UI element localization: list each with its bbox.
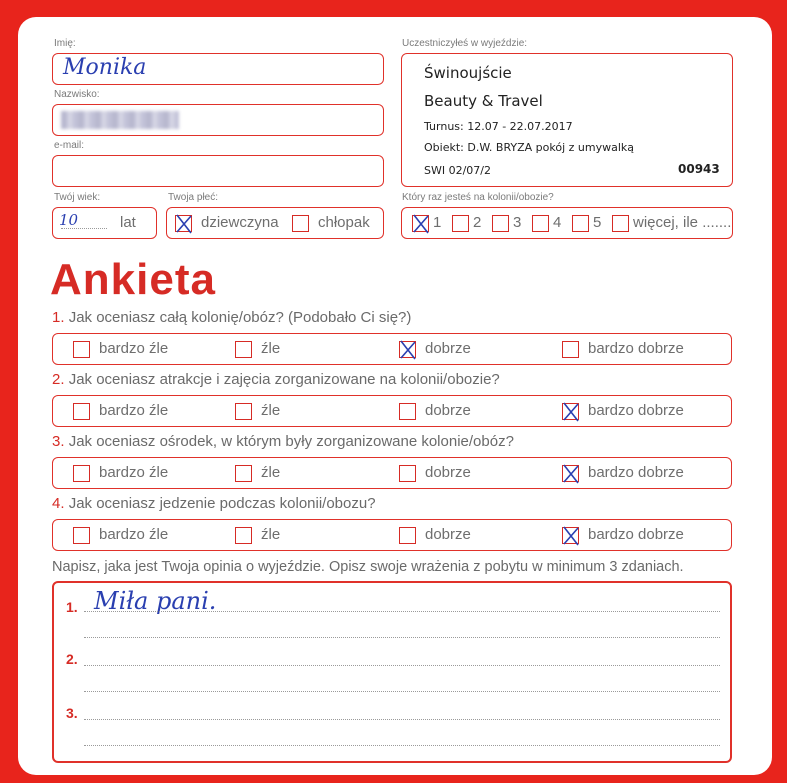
question-number: 2. (52, 371, 65, 388)
times-more-checkbox[interactable] (612, 215, 629, 232)
rating-option-label: dobrze (425, 526, 471, 543)
check-mark-icon (398, 339, 418, 361)
opinion-box[interactable] (52, 581, 732, 763)
opinion-line-number: 3. (66, 705, 78, 721)
question-3-answer-row (52, 457, 732, 489)
times-5-checkbox[interactable] (572, 215, 589, 232)
gender-field (166, 207, 384, 239)
rating-option-label: bardzo dobrze (588, 464, 684, 481)
name-field[interactable] (52, 53, 384, 85)
rating-checkbox[interactable] (73, 341, 90, 358)
age-field[interactable] (52, 207, 157, 239)
question-label: Jak oceniasz ośrodek, w którym były zorganizowane kolonie/obóz? (68, 433, 514, 450)
question-1-text (52, 309, 411, 326)
surname-field[interactable] (52, 104, 384, 136)
rating-option-label: bardzo źle (99, 464, 169, 481)
opinion-line-number: 1. (66, 599, 78, 615)
opinion-line-number: 2. (66, 651, 78, 667)
rating-checkbox[interactable] (399, 341, 416, 358)
rating-checkbox[interactable] (73, 403, 90, 420)
survey-title: Ankieta (50, 255, 216, 304)
rating-option-label: bardzo źle (99, 402, 169, 419)
question-label: Jak oceniasz całą kolonię/obóz? (Podobało Ci się?) (68, 309, 412, 326)
rating-checkbox[interactable] (562, 341, 579, 358)
age-label: Twój wiek: (54, 192, 101, 203)
rating-checkbox[interactable] (235, 465, 252, 482)
rating-option-label: bardzo źle (99, 340, 169, 357)
opinion-dotted-line (84, 665, 720, 666)
rating-checkbox[interactable] (73, 527, 90, 544)
times-field (401, 207, 733, 239)
trip-code: SWI 02/07/2 (424, 164, 492, 177)
question-number: 1. (52, 309, 65, 326)
rating-checkbox[interactable] (399, 403, 416, 420)
opinion-dotted-line (84, 745, 720, 746)
times-1-checkbox[interactable] (412, 215, 429, 232)
times-1-label: 1 (433, 214, 442, 231)
check-mark-icon (561, 525, 581, 547)
trip-info-box (401, 53, 733, 187)
rating-option-label: bardzo dobrze (588, 402, 684, 419)
times-more-label: więcej, ile ....... (633, 214, 732, 231)
opinion-dotted-line (84, 611, 720, 612)
times-4-label: 4 (553, 214, 562, 231)
rating-option-label: dobrze (425, 340, 471, 357)
times-2-label: 2 (473, 214, 482, 231)
age-unit: lat (120, 214, 136, 231)
question-number: 4. (52, 495, 65, 512)
rating-checkbox[interactable] (73, 465, 90, 482)
question-4-text (52, 495, 376, 512)
blurred-surname (61, 111, 179, 129)
age-dots (61, 228, 107, 229)
rating-option-label: bardzo źle (99, 526, 169, 543)
age-value: 10 (59, 211, 79, 229)
rating-checkbox[interactable] (235, 341, 252, 358)
rating-checkbox[interactable] (399, 465, 416, 482)
email-label: e-mail: (54, 140, 85, 151)
check-mark-icon (174, 213, 194, 235)
question-2-text (52, 371, 500, 388)
opinion-answer-1: Miła pani. (94, 587, 217, 615)
question-label: Jak oceniasz jedzenie podczas kolonii/obozu? (68, 495, 376, 512)
rating-checkbox[interactable] (562, 465, 579, 482)
question-label: Jak oceniasz atrakcje i zajęcia zorganizowane na kolonii/obozie? (68, 371, 500, 388)
surname-label: Nazwisko: (54, 89, 100, 100)
question-number: 3. (52, 433, 65, 450)
rating-option-label: źle (261, 340, 281, 357)
rating-option-label: źle (261, 464, 281, 481)
gender-boy-checkbox[interactable] (292, 215, 309, 232)
email-field[interactable] (52, 155, 384, 187)
times-3-checkbox[interactable] (492, 215, 509, 232)
survey-sheet (18, 17, 772, 775)
question-4-answer-row (52, 519, 732, 551)
opinion-prompt: Napisz, jaka jest Twoja opinia o wyjeździe. Opisz swoje wrażenia z pobytu w minimum 3 zdaniach. (52, 559, 684, 575)
rating-option-label: źle (261, 402, 281, 419)
check-mark-icon (561, 401, 581, 423)
rating-checkbox[interactable] (562, 403, 579, 420)
opinion-dotted-line (84, 691, 720, 692)
opinion-dotted-line (84, 637, 720, 638)
gender-girl-label: dziewczyna (201, 214, 279, 231)
rating-option-label: bardzo dobrze (588, 340, 684, 357)
rating-option-label: dobrze (425, 402, 471, 419)
gender-girl-checkbox[interactable] (175, 215, 192, 232)
check-mark-icon (561, 463, 581, 485)
rating-option-label: źle (261, 526, 281, 543)
rating-option-label: dobrze (425, 464, 471, 481)
times-label: Który raz jesteś na kolonii/obozie? (402, 192, 554, 203)
question-2-answer-row (52, 395, 732, 427)
check-mark-icon (411, 213, 431, 235)
name-label: Imię: (54, 38, 76, 49)
trip-turnus: Turnus: 12.07 - 22.07.2017 (424, 120, 573, 133)
trip-number: 00943 (678, 162, 720, 176)
opinion-dotted-line (84, 719, 720, 720)
trip-place: Świnoujście (424, 64, 512, 82)
name-value: Monika (63, 55, 147, 80)
rating-checkbox[interactable] (562, 527, 579, 544)
trip-organizer: Beauty & Travel (424, 92, 543, 110)
question-3-text (52, 433, 514, 450)
rating-checkbox[interactable] (235, 403, 252, 420)
times-2-checkbox[interactable] (452, 215, 469, 232)
question-1-answer-row (52, 333, 732, 365)
times-3-label: 3 (513, 214, 522, 231)
gender-boy-label: chłopak (318, 214, 370, 231)
rating-checkbox[interactable] (235, 527, 252, 544)
gender-label: Twoja płeć: (168, 192, 219, 203)
times-4-checkbox[interactable] (532, 215, 549, 232)
rating-option-label: bardzo dobrze (588, 526, 684, 543)
rating-checkbox[interactable] (399, 527, 416, 544)
trip-obiekt: Obiekt: D.W. BRYZA pokój z umywalką (424, 141, 635, 154)
times-5-label: 5 (593, 214, 602, 231)
trip-label: Uczestniczyłeś w wyjeździe: (402, 38, 528, 49)
